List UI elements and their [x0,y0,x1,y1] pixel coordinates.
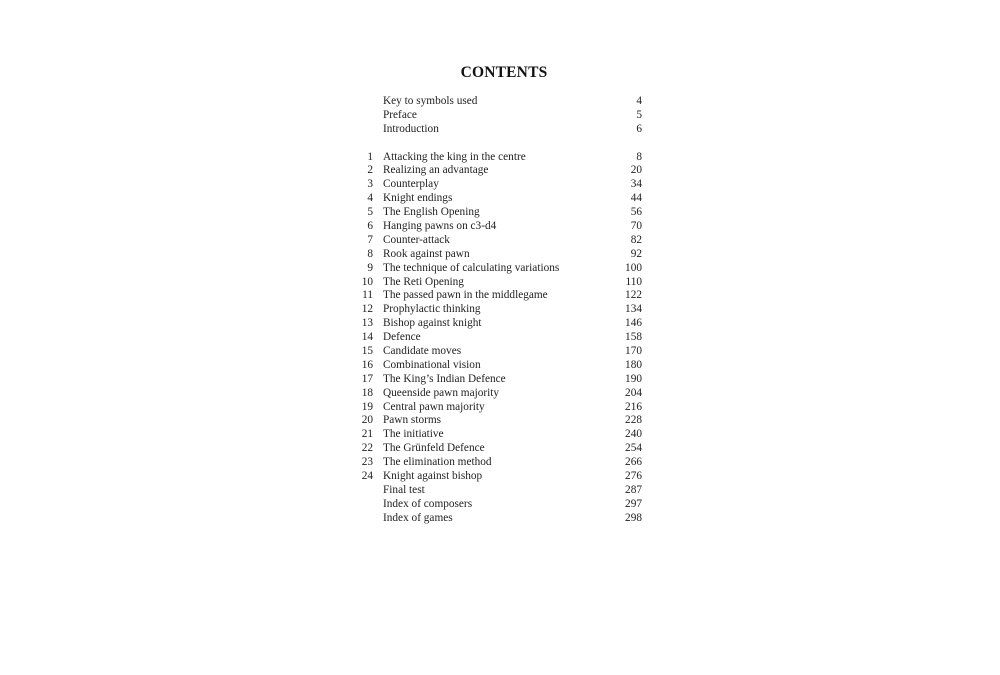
toc-entry-page: 146 [625,317,642,330]
toc-entry-page: 134 [625,303,642,316]
toc-entry [356,414,646,428]
toc-entry-title: The Reti Opening [383,275,464,288]
toc-entry [356,331,646,345]
front-matter-section [356,95,646,137]
toc-entry-title: Index of composers [383,497,473,510]
toc-entry [356,303,646,317]
toc-entry-number: 2 [367,164,373,177]
toc-entry-title: The Grünfeld Defence [383,442,485,455]
toc-entry-number: 1 [367,150,373,163]
toc-entry [356,387,646,401]
toc-entry [356,151,646,165]
section-gap [356,137,646,151]
toc-entry-number: 9 [367,261,373,274]
toc-entry-title: Knight against bishop [383,470,483,483]
toc-entry-title: Hanging pawns on c3-d4 [383,220,497,233]
toc-entry-page: 6 [636,122,642,135]
toc-entry-title: Central pawn majority [383,400,485,413]
toc-entry-page: 254 [625,442,642,455]
toc-entry-page: 266 [625,456,642,469]
toc-entry-page: 287 [625,483,642,496]
toc-entry [356,95,646,109]
toc-entry-title: Queenside pawn majority [383,386,500,399]
toc-entry [356,359,646,373]
toc-entry-number: 19 [361,400,373,413]
toc-entry-page: 5 [636,108,642,121]
toc-entry [356,220,646,234]
toc-entry-title: Attacking the king in the centre [383,150,526,163]
toc-entry-page: 170 [625,345,642,358]
toc-entry-number: 23 [361,456,373,469]
toc-entry-title: Counterplay [383,178,439,191]
toc-entry-number: 14 [361,331,373,344]
toc-entry-title: Rook against pawn [383,247,470,260]
toc-entry-page: 122 [625,289,642,302]
toc-entry-page: 20 [630,164,642,177]
toc-entry-number: 24 [361,470,373,483]
toc-entry-title: Bishop against knight [383,317,482,330]
toc-entry [356,317,646,331]
toc-entry-title: Key to symbols used [383,95,478,107]
toc-entry [356,428,646,442]
toc-entry-page: 8 [636,150,642,163]
toc-entry-page: 70 [630,220,642,233]
toc-entry [356,262,646,276]
toc-entry-number: 16 [361,358,373,371]
toc-entry [356,456,646,470]
toc-entry-number: 15 [361,345,373,358]
toc-entry-page: 56 [630,206,642,219]
toc-entry [356,234,646,248]
toc-entry-page: 92 [630,247,642,260]
toc-entry [356,470,646,484]
toc-entry-title: The English Opening [383,206,480,219]
toc-entry-page: 228 [625,414,642,427]
toc-entry [356,109,646,123]
toc-entry-number: 13 [361,317,373,330]
toc-entry [356,512,646,526]
toc-entry-title: The passed pawn in the middlegame [383,289,548,302]
toc-entry-title: Introduction [383,122,439,135]
toc-entry-number: 8 [367,247,373,260]
toc-entry-page: 158 [625,331,642,344]
toc-entry [356,192,646,206]
toc-entry [356,206,646,220]
toc-entry-number: 11 [362,289,373,302]
toc-entry-number: 18 [361,386,373,399]
toc-entry-number: 4 [367,192,373,205]
toc-entry [356,276,646,290]
toc-entry-title: Counter-attack [383,233,450,246]
toc-entry-page: 204 [625,386,642,399]
toc-entry [356,178,646,192]
toc-entry [356,498,646,512]
toc-entry-number: 10 [361,275,373,288]
toc-entry-page: 44 [630,192,642,205]
toc-entry-page: 298 [625,511,642,524]
toc-entry-page: 82 [630,233,642,246]
toc-entry-title: Combinational vision [383,358,481,371]
toc-entry-page: 180 [625,358,642,371]
toc-entry-number: 17 [361,372,373,385]
toc-entry-number: 3 [367,178,373,191]
chapters-section [356,151,646,484]
toc-entry-title: Prophylactic thinking [383,303,481,316]
toc-entry [356,123,646,137]
toc-entry [356,248,646,262]
toc-entry-number: 12 [361,303,373,316]
toc-entry-title: The King’s Indian Defence [383,372,506,385]
toc-entry-page: 297 [625,497,642,510]
toc-entry-page: 34 [630,178,642,191]
toc-entry-title: Candidate moves [383,345,462,358]
table-of-contents [356,95,646,526]
toc-entry-title: Pawn storms [383,414,442,427]
back-matter-section [356,484,646,526]
toc-entry-title: Final test [383,483,425,496]
toc-entry [356,484,646,498]
toc-entry-page: 276 [625,470,642,483]
toc-entry-title: Preface [383,108,417,121]
toc-entry-number: 22 [361,442,373,455]
toc-entry-number: 7 [367,233,373,246]
toc-entry-title: Defence [383,331,421,344]
toc-entry-page: 100 [625,261,642,274]
toc-entry [356,164,646,178]
toc-entry [356,401,646,415]
toc-entry-page: 240 [625,428,642,441]
toc-entry-number: 20 [361,414,373,427]
toc-entry [356,373,646,387]
toc-entry-page: 110 [625,275,642,288]
toc-entry [356,345,646,359]
page-title: CONTENTS [460,64,548,81]
toc-entry [356,289,646,303]
toc-entry-number: 5 [367,206,373,219]
toc-entry-title: The elimination method [383,456,492,469]
toc-entry-title: Index of games [383,511,453,524]
toc-entry-title: The technique of calculating variations [383,261,560,274]
toc-entry-page: 4 [636,95,642,107]
toc-entry-number: 6 [367,220,373,233]
toc-entry-title: The initiative [383,428,444,441]
toc-entry-number: 21 [361,428,373,441]
toc-entry-title: Knight endings [383,192,453,205]
toc-entry-page: 190 [625,372,642,385]
toc-entry-page: 216 [625,400,642,413]
toc-entry-title: Realizing an advantage [383,164,489,177]
toc-entry [356,442,646,456]
